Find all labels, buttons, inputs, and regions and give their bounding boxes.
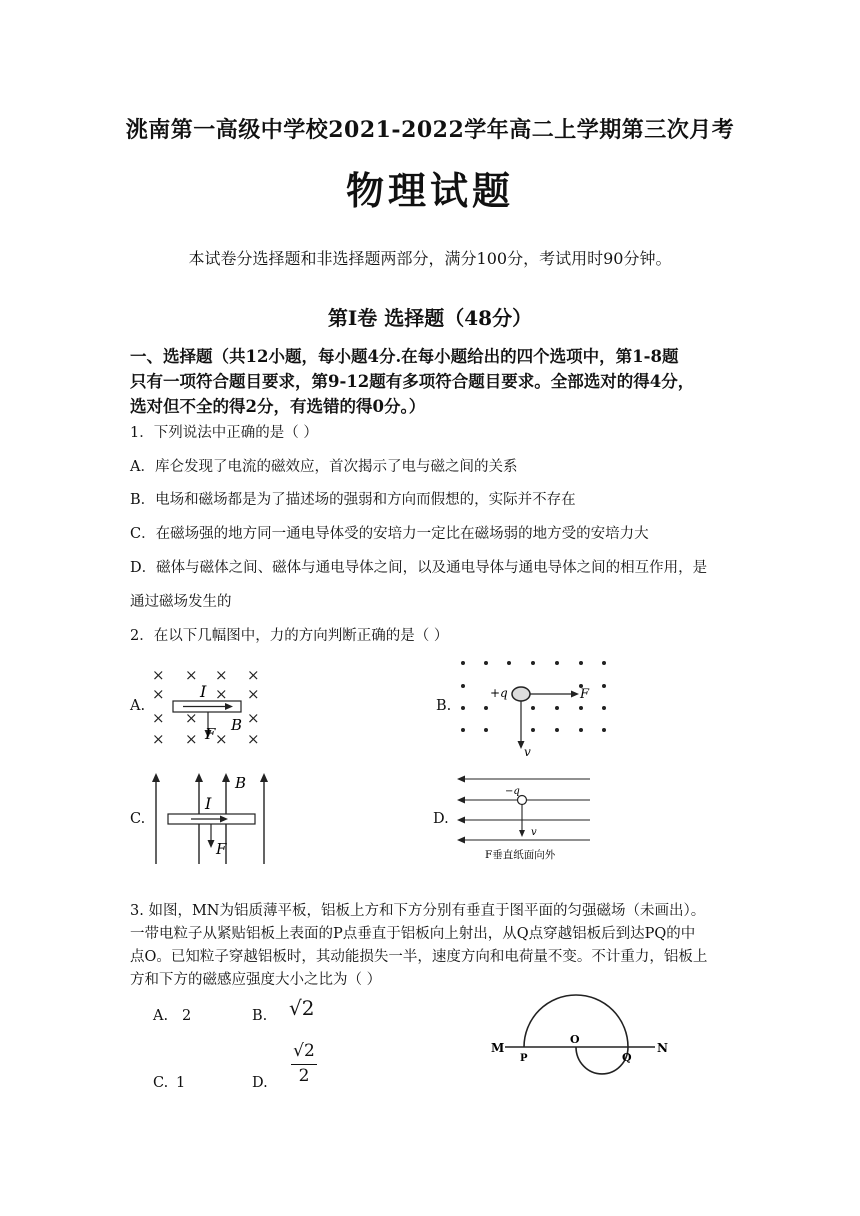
q3-option-c-value: 1 bbox=[176, 1075, 186, 1091]
field-label: B bbox=[231, 716, 243, 734]
force-label: F bbox=[580, 687, 590, 702]
label-o: O bbox=[570, 1033, 580, 1046]
q2-figure-d bbox=[455, 770, 600, 865]
velocity-label: v bbox=[531, 827, 537, 838]
q2-label-d: D. bbox=[433, 811, 449, 827]
q3-stem-line-3: 点O。已知粒子穿越铝板时，其动能损失一半，速度方向和电荷量不变。不计重力，铝板上 bbox=[130, 949, 708, 965]
svg-text:×: × bbox=[152, 709, 165, 727]
instructions-line-3: 选对但不全的得2分，有选错的得0分。） bbox=[130, 397, 426, 416]
svg-text:×: × bbox=[152, 685, 165, 703]
force-label: F bbox=[216, 840, 227, 858]
q3-option-d-label: D. bbox=[252, 1075, 268, 1091]
q1-option-c: C．在磁场强的地方同一通电导体受的安培力一定比在磁场弱的地方受的安培力大 bbox=[130, 526, 649, 542]
svg-text:×: × bbox=[185, 666, 198, 684]
instructions-line-1: 一、选择题（共12小题，每小题4分.在每小题给出的四个选项中，第1-8题 bbox=[130, 347, 679, 366]
q1-option-a: A．库仑发现了电流的磁效应，首次揭示了电与磁之间的关系 bbox=[130, 459, 518, 475]
q2-figure-c bbox=[145, 768, 275, 868]
q2-stem: 2．在以下几幅图中，力的方向判断正确的是（ ） bbox=[130, 628, 449, 644]
svg-text:×: × bbox=[247, 666, 260, 684]
school-title: 洮南第一高级中学校2021-2022学年高二上学期第三次月考 bbox=[125, 117, 735, 143]
svg-text:×: × bbox=[215, 730, 228, 748]
charge-label: −q bbox=[505, 786, 520, 797]
q2-figure-b bbox=[455, 655, 615, 760]
section-heading: 第Ⅰ卷 选择题（48分） bbox=[327, 306, 533, 330]
fraction-numerator: √2 bbox=[293, 1041, 315, 1061]
current-label: I bbox=[205, 794, 212, 813]
q3-figure bbox=[485, 990, 675, 1085]
label-m: M bbox=[491, 1041, 505, 1055]
svg-text:×: × bbox=[185, 730, 198, 748]
velocity-label: v bbox=[524, 745, 531, 759]
svg-text:×: × bbox=[247, 730, 260, 748]
q2-label-b: B. bbox=[436, 698, 452, 714]
charge-label: +q bbox=[490, 686, 508, 700]
force-label: F bbox=[205, 725, 216, 743]
q3-option-a-value: 2 bbox=[182, 1008, 192, 1024]
q1-option-d-line-2: 通过磁场发生的 bbox=[130, 594, 232, 610]
q3-option-a-label: A. bbox=[153, 1008, 169, 1024]
label-p: P bbox=[520, 1053, 528, 1064]
field-label: B bbox=[235, 774, 247, 792]
label-n: N bbox=[657, 1041, 668, 1055]
q3-option-b-value: √2 bbox=[289, 996, 315, 1020]
svg-text:×: × bbox=[215, 685, 228, 703]
q1-stem: 1．下列说法中正确的是（ ） bbox=[130, 425, 318, 441]
exam-intro: 本试卷分选择题和非选择题两部分，满分100分，考试用时90分钟。 bbox=[188, 249, 672, 268]
q2-label-c: C. bbox=[130, 811, 146, 827]
q3-option-d-fraction bbox=[288, 1040, 320, 1087]
svg-text:×: × bbox=[247, 709, 260, 727]
q3-option-c-label: C. bbox=[153, 1075, 169, 1091]
figure-caption: F垂直纸面向外 bbox=[485, 849, 556, 861]
svg-text:×: × bbox=[152, 730, 165, 748]
q3-option-b-label: B. bbox=[252, 1008, 268, 1024]
lower-arc bbox=[576, 1047, 628, 1074]
instructions-line-2: 只有一项符合题目要求，第9-12题有多项符合题目要求。全部选对的得4分， bbox=[130, 372, 695, 391]
q2-figure-a bbox=[145, 660, 275, 750]
q1-option-b: B．电场和磁场都是为了描述场的强弱和方向而假想的，实际并不存在 bbox=[130, 492, 576, 508]
svg-text:×: × bbox=[215, 666, 228, 684]
subject-title: 物理试题 bbox=[345, 168, 514, 213]
svg-text:×: × bbox=[185, 709, 198, 727]
svg-text:×: × bbox=[247, 685, 260, 703]
positive-charge bbox=[512, 687, 530, 701]
q1-option-d-line-1: D．磁体与磁体之间、磁体与通电导体之间，以及通电导体与通电导体之间的相互作用，是 bbox=[130, 560, 708, 576]
svg-text:×: × bbox=[152, 666, 165, 684]
fraction-denominator: 2 bbox=[298, 1066, 310, 1086]
q3-stem-line-2: 一带电粒子从紧贴铝板上表面的P点垂直于铝板向上射出，从Q点穿越铝板后到达PQ的中 bbox=[130, 926, 696, 942]
current-label: I bbox=[200, 682, 207, 701]
label-q: Q bbox=[622, 1051, 632, 1064]
q2-label-a: A. bbox=[130, 698, 146, 714]
q3-stem-line-1: 3. 如图，MN为铝质薄平板，铝板上方和下方分别有垂直于图平面的匀强磁场（未画出）。 bbox=[130, 903, 706, 919]
q3-stem-line-4: 方和下方的磁感应强度大小之比为（ ） bbox=[130, 972, 382, 988]
